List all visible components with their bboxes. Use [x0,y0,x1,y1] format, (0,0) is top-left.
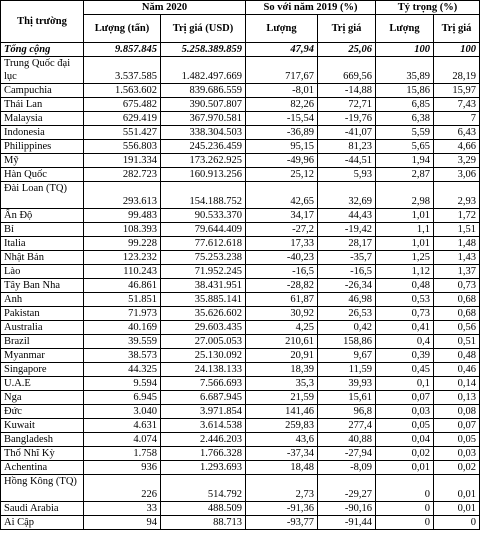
value-change-cell: -44,51 [318,154,376,168]
table-row [1,307,480,321]
market-name: Malaysia [1,112,84,126]
total-value-change: 25,06 [318,43,376,57]
volume-cell: 675.482 [84,98,161,112]
volume-cell: 191.334 [84,154,161,168]
value-cell: 75.253.238 [161,251,246,265]
value-cell: 71.952.245 [161,265,246,279]
total-volume-change: 47,94 [246,43,318,57]
volume-share-cell: 0,03 [376,405,434,419]
volume-share-cell: 0,73 [376,307,434,321]
table-row [1,251,480,265]
volume-change-cell: 43,6 [246,433,318,447]
volume-share-cell: 0 [376,502,434,516]
table-row [1,265,480,279]
value-share-cell: 6,43 [434,126,480,140]
table-row [1,279,480,293]
volume-share-cell: 1,12 [376,265,434,279]
volume-change-cell: -36,89 [246,126,318,140]
value-share-cell: 28,19 [434,57,480,84]
volume-share-cell: 0,1 [376,377,434,391]
value-cell: 24.138.133 [161,363,246,377]
value-change-cell: -16,5 [318,265,376,279]
value-cell: 338.304.503 [161,126,246,140]
volume-cell: 33 [84,502,161,516]
table-row [1,112,480,126]
volume-cell: 71.973 [84,307,161,321]
value-cell: 79.644.409 [161,223,246,237]
volume-cell: 46.861 [84,279,161,293]
value-change-cell: 669,56 [318,57,376,84]
market-name: Ai Cập [1,516,84,530]
volume-cell: 99.228 [84,237,161,251]
value-change-cell: -41,07 [318,126,376,140]
value-change-cell: 81,23 [318,140,376,154]
volume-share-cell: 1,94 [376,154,434,168]
market-name: Trung Quốc đại lục [1,57,84,84]
value-cell: 27.005.053 [161,335,246,349]
value-cell: 3.614.538 [161,419,246,433]
value-change-cell: 32,69 [318,182,376,209]
value-share-cell: 0,73 [434,279,480,293]
volume-share-cell: 0,4 [376,335,434,349]
volume-change-cell: -91,36 [246,502,318,516]
volume-share-cell: 15,86 [376,84,434,98]
header-volume-change: Lượng [246,15,318,43]
total-value: 5.258.389.859 [161,43,246,57]
volume-change-cell: 21,59 [246,391,318,405]
table-row [1,237,480,251]
value-share-cell: 0,05 [434,433,480,447]
value-change-cell: 15,61 [318,391,376,405]
value-cell: 35.626.602 [161,307,246,321]
value-change-cell: 28,17 [318,237,376,251]
total-row [1,43,480,57]
volume-share-cell: 5,65 [376,140,434,154]
value-change-cell: 0,42 [318,321,376,335]
value-change-cell: -26,34 [318,279,376,293]
market-name: Achentina [1,461,84,475]
value-change-cell: 9,67 [318,349,376,363]
market-name: Kuwait [1,419,84,433]
table-row [1,447,480,461]
market-name: Bangladesh [1,433,84,447]
table-row [1,502,480,516]
market-name: Hồng Kông (TQ) [1,475,84,502]
total-volume: 9.857.845 [84,43,161,57]
value-change-cell: -91,44 [318,516,376,530]
value-share-cell: 0,46 [434,363,480,377]
volume-cell: 629.419 [84,112,161,126]
value-cell: 1.766.328 [161,447,246,461]
volume-change-cell: 34,17 [246,209,318,223]
volume-change-cell: 4,25 [246,321,318,335]
value-share-cell: 0,68 [434,307,480,321]
table-row [1,126,480,140]
market-name: Campuchia [1,84,84,98]
volume-share-cell: 1,25 [376,251,434,265]
volume-change-cell: 42,65 [246,182,318,209]
volume-change-cell: 210,61 [246,335,318,349]
volume-share-cell: 0,53 [376,293,434,307]
market-name: Đài Loan (TQ) [1,182,84,209]
value-change-cell: -19,42 [318,223,376,237]
market-name: Lào [1,265,84,279]
volume-change-cell: -8,01 [246,84,318,98]
value-share-cell: 0,48 [434,349,480,363]
volume-cell: 39.559 [84,335,161,349]
market-name: U.A.E [1,377,84,391]
value-change-cell: 96,8 [318,405,376,419]
volume-share-cell: 0,04 [376,433,434,447]
value-share-cell: 0,02 [434,461,480,475]
volume-share-cell: 2,98 [376,182,434,209]
value-change-cell: 40,88 [318,433,376,447]
value-share-cell: 0,51 [434,335,480,349]
table-row [1,433,480,447]
volume-change-cell: 18,39 [246,363,318,377]
volume-cell: 556.803 [84,140,161,154]
value-share-cell: 7 [434,112,480,126]
value-cell: 245.236.459 [161,140,246,154]
table-row [1,377,480,391]
value-cell: 367.970.581 [161,112,246,126]
value-change-cell: -19,76 [318,112,376,126]
volume-share-cell: 0,41 [376,321,434,335]
volume-cell: 3.537.585 [84,57,161,84]
volume-change-cell: 82,26 [246,98,318,112]
value-change-cell: -90,16 [318,502,376,516]
value-cell: 6.687.945 [161,391,246,405]
volume-change-cell: -28,82 [246,279,318,293]
market-name: Đức [1,405,84,419]
volume-share-cell: 5,59 [376,126,434,140]
volume-cell: 1.563.602 [84,84,161,98]
market-name: Myanmar [1,349,84,363]
table-row [1,335,480,349]
value-share-cell: 1,37 [434,265,480,279]
value-share-cell: 0,14 [434,377,480,391]
volume-change-cell: -49,96 [246,154,318,168]
value-cell: 77.612.618 [161,237,246,251]
market-name: Hàn Quốc [1,168,84,182]
market-name: Nga [1,391,84,405]
volume-change-cell: 2,73 [246,475,318,502]
value-share-cell: 0,68 [434,293,480,307]
value-share-cell: 3,06 [434,168,480,182]
volume-change-cell: -37,34 [246,447,318,461]
market-name: Tây Ban Nha [1,279,84,293]
value-share-cell: 0,03 [434,447,480,461]
value-cell: 3.971.854 [161,405,246,419]
volume-change-cell: 61,87 [246,293,318,307]
value-share-cell: 1,72 [434,209,480,223]
volume-change-cell: 25,12 [246,168,318,182]
value-cell: 488.509 [161,502,246,516]
table-row [1,475,480,502]
value-cell: 90.533.370 [161,209,246,223]
table-row [1,57,480,84]
value-cell: 38.431.951 [161,279,246,293]
value-change-cell: -14,88 [318,84,376,98]
value-share-cell: 0 [434,516,480,530]
table-row [1,98,480,112]
market-name: Ấn Độ [1,209,84,223]
volume-change-cell: 95,15 [246,140,318,154]
value-change-cell: -29,27 [318,475,376,502]
value-cell: 25.130.092 [161,349,246,363]
table-row [1,209,480,223]
volume-change-cell: 30,92 [246,307,318,321]
market-name: Singapore [1,363,84,377]
table-row [1,516,480,530]
volume-share-cell: 0,45 [376,363,434,377]
volume-share-cell: 0,48 [376,279,434,293]
volume-cell: 44.325 [84,363,161,377]
volume-change-cell: -40,23 [246,251,318,265]
volume-share-cell: 0,07 [376,391,434,405]
total-label: Tổng cộng [1,43,84,57]
table-row [1,461,480,475]
market-name: Anh [1,293,84,307]
value-change-cell: 72,71 [318,98,376,112]
market-name: Bỉ [1,223,84,237]
volume-share-cell: 35,89 [376,57,434,84]
volume-cell: 551.427 [84,126,161,140]
volume-cell: 94 [84,516,161,530]
table-row [1,391,480,405]
value-share-cell: 0,56 [434,321,480,335]
total-value-share: 100 [434,43,480,57]
value-share-cell: 4,66 [434,140,480,154]
volume-share-cell: 0,05 [376,419,434,433]
value-cell: 173.262.925 [161,154,246,168]
volume-change-cell: 17,33 [246,237,318,251]
volume-share-cell: 1,1 [376,223,434,237]
volume-cell: 282.723 [84,168,161,182]
value-share-cell: 0,01 [434,475,480,502]
volume-cell: 226 [84,475,161,502]
table-row [1,168,480,182]
market-name: Thổ Nhĩ Kỳ [1,447,84,461]
volume-change-cell: -27,2 [246,223,318,237]
value-change-cell: 11,59 [318,363,376,377]
header-market: Thị trường [1,1,84,43]
table-row [1,363,480,377]
volume-share-cell: 1,01 [376,237,434,251]
volume-cell: 9.594 [84,377,161,391]
market-name: Philippines [1,140,84,154]
volume-cell: 293.613 [84,182,161,209]
value-cell: 7.566.693 [161,377,246,391]
volume-cell: 99.483 [84,209,161,223]
volume-share-cell: 0,39 [376,349,434,363]
value-share-cell: 1,43 [434,251,480,265]
table-row [1,321,480,335]
market-name: Indonesia [1,126,84,140]
volume-cell: 110.243 [84,265,161,279]
volume-cell: 1.758 [84,447,161,461]
volume-cell: 51.851 [84,293,161,307]
value-cell: 1.293.693 [161,461,246,475]
market-name: Nhật Bản [1,251,84,265]
market-name: Pakistan [1,307,84,321]
volume-change-cell: -16,5 [246,265,318,279]
value-share-cell: 0,08 [434,405,480,419]
header-value-change: Trị giá [318,15,376,43]
volume-change-cell: 141,46 [246,405,318,419]
value-change-cell: -27,94 [318,447,376,461]
value-change-cell: -8,09 [318,461,376,475]
header-value-usd: Trị giá (USD) [161,15,246,43]
table-row [1,223,480,237]
value-cell: 2.446.203 [161,433,246,447]
value-change-cell: -35,7 [318,251,376,265]
volume-cell: 38.573 [84,349,161,363]
value-change-cell: 44,43 [318,209,376,223]
table-row [1,405,480,419]
value-cell: 29.603.435 [161,321,246,335]
volume-change-cell: 259,83 [246,419,318,433]
table-row [1,293,480,307]
value-share-cell: 7,43 [434,98,480,112]
value-change-cell: 158,86 [318,335,376,349]
value-share-cell: 0,07 [434,419,480,433]
value-share-cell: 1,51 [434,223,480,237]
value-cell: 390.507.807 [161,98,246,112]
value-cell: 35.885.141 [161,293,246,307]
header-volume-share: Lượng [376,15,434,43]
volume-cell: 3.040 [84,405,161,419]
volume-cell: 4.631 [84,419,161,433]
volume-cell: 4.074 [84,433,161,447]
volume-share-cell: 0,01 [376,461,434,475]
total-volume-share: 100 [376,43,434,57]
volume-change-cell: 18,48 [246,461,318,475]
volume-share-cell: 0 [376,516,434,530]
market-name: Italia [1,237,84,251]
volume-change-cell: 35,3 [246,377,318,391]
value-cell: 154.188.752 [161,182,246,209]
table-row [1,182,480,209]
volume-cell: 936 [84,461,161,475]
value-cell: 1.482.497.669 [161,57,246,84]
value-cell: 839.686.559 [161,84,246,98]
value-cell: 514.792 [161,475,246,502]
table-row [1,140,480,154]
value-change-cell: 5,93 [318,168,376,182]
value-share-cell: 15,97 [434,84,480,98]
market-name: Mỹ [1,154,84,168]
volume-change-cell: -93,77 [246,516,318,530]
value-change-cell: 26,53 [318,307,376,321]
value-cell: 88.713 [161,516,246,530]
value-change-cell: 277,4 [318,419,376,433]
header-volume-tons: Lượng (tấn) [84,15,161,43]
volume-cell: 108.393 [84,223,161,237]
volume-share-cell: 0 [376,475,434,502]
volume-share-cell: 6,38 [376,112,434,126]
market-name: Brazil [1,335,84,349]
volume-share-cell: 0,02 [376,447,434,461]
header-value-share: Trị giá [434,15,480,43]
volume-change-cell: -15,54 [246,112,318,126]
market-name: Thái Lan [1,98,84,112]
value-change-cell: 46,98 [318,293,376,307]
market-name: Saudi Arabia [1,502,84,516]
volume-cell: 6.945 [84,391,161,405]
value-share-cell: 0,01 [434,502,480,516]
value-change-cell: 39,93 [318,377,376,391]
value-share-cell: 0,13 [434,391,480,405]
volume-change-cell: 717,67 [246,57,318,84]
value-share-cell: 2,93 [434,182,480,209]
table-row [1,419,480,433]
value-cell: 160.913.256 [161,168,246,182]
volume-cell: 123.232 [84,251,161,265]
volume-share-cell: 1,01 [376,209,434,223]
table-row [1,84,480,98]
volume-share-cell: 2,87 [376,168,434,182]
volume-cell: 40.169 [84,321,161,335]
value-share-cell: 1,48 [434,237,480,251]
table-row [1,349,480,363]
table-row [1,154,480,168]
header-year-2020: Năm 2020 [84,1,246,15]
market-name: Australia [1,321,84,335]
volume-change-cell: 20,91 [246,349,318,363]
header-vs-2019: So với năm 2019 (%) [246,1,376,15]
value-share-cell: 3,29 [434,154,480,168]
volume-share-cell: 6,85 [376,98,434,112]
header-share: Tỷ trọng (%) [376,1,480,15]
